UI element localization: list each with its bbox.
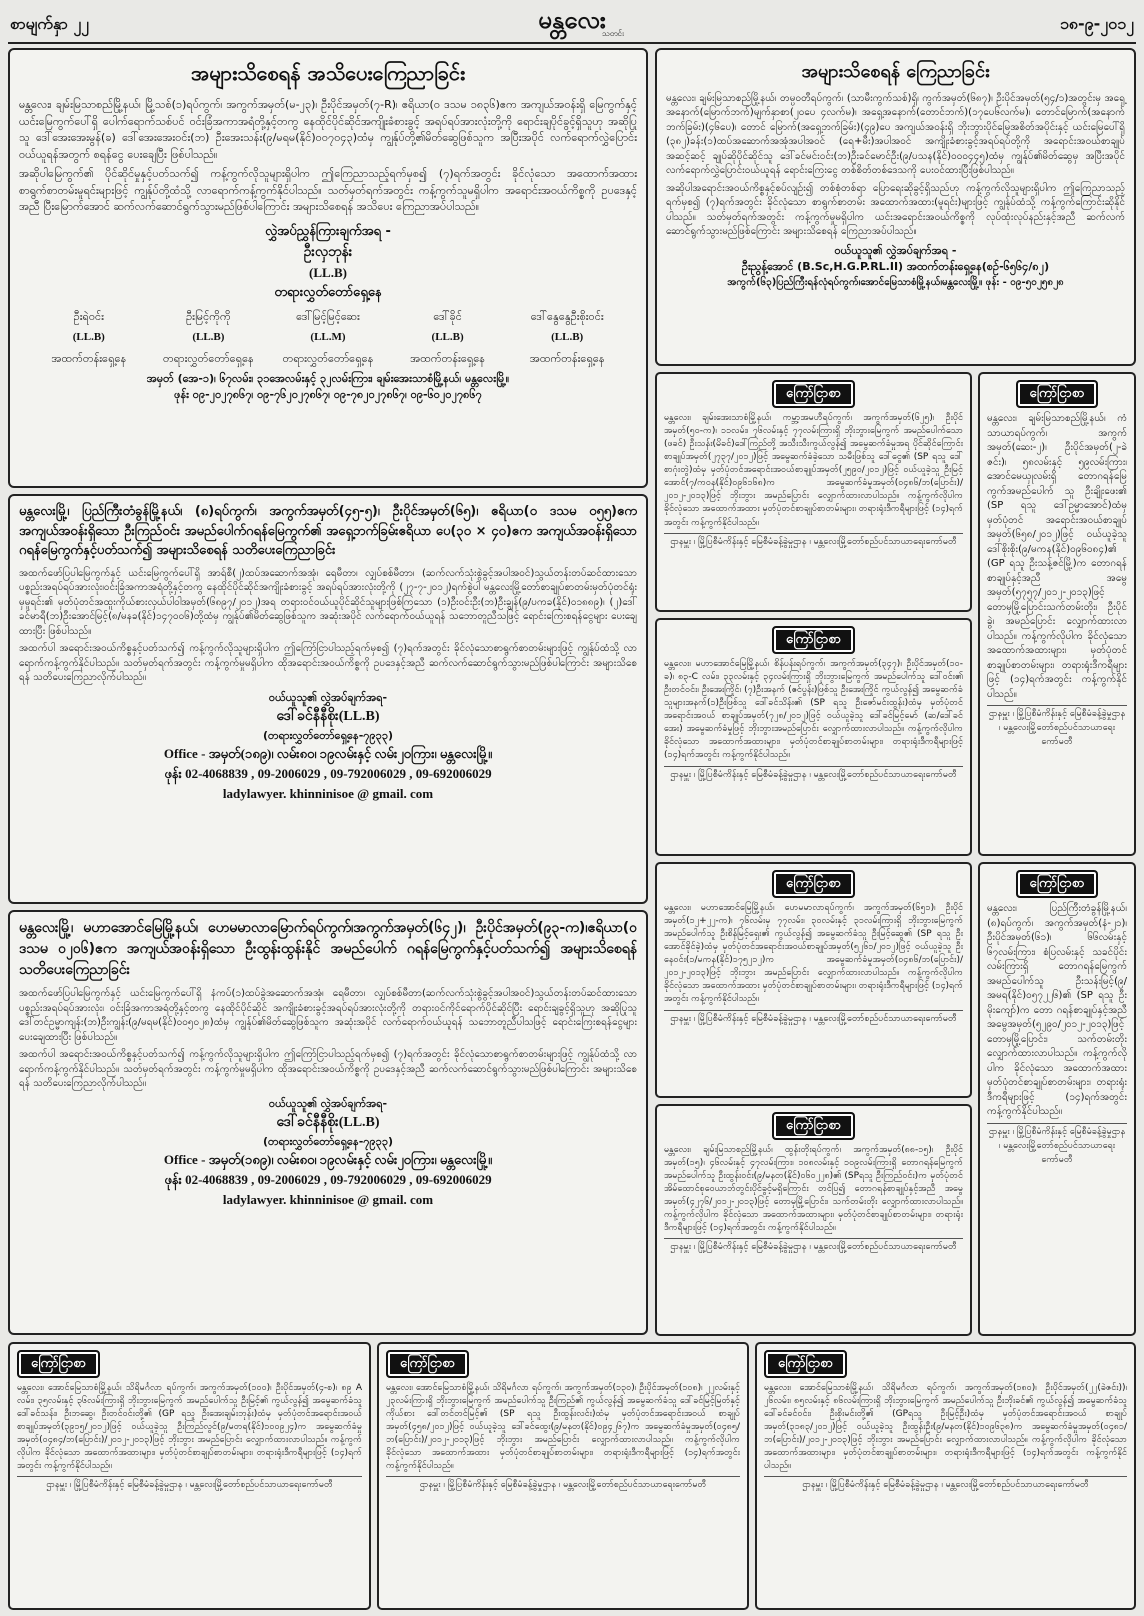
notice-title: အများသိစေရန် ကြေညာခြင်း bbox=[801, 61, 990, 82]
ad-footer: ဌာနမှူး ၊ မြို့ပြစီမံကိန်းနှင့် မြေစီမံခန့်ခွဲမှုဌာန ၊ မန္တလေးမြို့တော်စည်ပင်သာယာရေးကော်မတီ bbox=[386, 1476, 740, 1493]
associate-name: ဦးရဲဝင်း bbox=[73, 309, 104, 323]
classified-ad-1 bbox=[655, 372, 972, 612]
associates-roles bbox=[29, 350, 627, 367]
lawyer-name: ဦးလှဘုန်း bbox=[303, 243, 353, 260]
associate-degree: (LL.M) bbox=[310, 330, 346, 343]
associates-names bbox=[29, 308, 627, 325]
notice-body: အဆိုပါအရောင်းအဝယ်ကိစ္စနှင့်စပ်လျဉ်း၍ တစ်စုံတစ်ရာ ပြောရေးဆိုခွင့်ရှိသည်ဟု ကန့်ကွက်လိုသူများရှိပါက ဤကြေညာသည့်ရက်မှစ၍ (၇)ရက်အတွင်း ခိုင်လုံသော စာရွက်စာတမ်း အထောက်အထား(မူရင်း)များဖြင့် ကျွန်ုပ်ထံသို့ ကန့်ကွက်ကြောင်းဆိုနိုင်ပါသည်။ သတ်မှတ်ရက်အတွင်း ကန့်ကွက်မှုမရှိပါက ယင်းအရောင်းအဝယ်ကိစ္စကို လုပ်ထုံးလုပ်နည်းနှင့်အညီ ဆက်လက်ဆောင်ရွက်သွားမည်ဖြစ်ကြောင်း အများသိစေရန် ကြေညာအပ်ပါသည်။ bbox=[666, 182, 1125, 238]
classified-ad-4 bbox=[655, 862, 972, 1098]
lawyer-name: ဒေါ်ခင်နီနီစိုး(LL.B) bbox=[276, 709, 380, 724]
ad-footer: ဌာနမှူး ၊ မြို့ပြစီမံကိန်းနှင့် မြေစီမံခန့်ခွဲမှုဌာန ၊ မန္တလေးမြို့တော်စည်ပင်သာယာရေးကော်မတီ bbox=[664, 533, 963, 550]
lawyer-signature: ဦးညွန့်အောင် (B.Sc,H.G.P.RL.II) အထက်တန်းရှေ့နေ(စဉ်-၆၅၆၄/၈၂) bbox=[741, 260, 1050, 274]
office-address: Office - အမှတ်(၁၈၉)၊ လမ်း၈၀၊ ၁၉လမ်းနှင့် လမ်း၂၀ကြား၊ မန္တလေးမြို့။ bbox=[163, 1152, 493, 1168]
ad-body: မန္တလေး၊ အောင်မြေသာစံမြို့နယ်၊ သိရိမင်္ဂလာ ရပ်ကွက်၊ အကွက်အမှတ်(၁၀၀)၊ ဦးပိုင်အမှတ်(၄-စ)၊ ၈၉ A လမ်း၊ ၃၅လမ်းနှင့် ၃၆လမ်းကြားရှိ ဘိုးဘွားမြေကွက် အမည်ပေါက်သူ ဦးမြင့်၏ ကွယ်လွန်၍ အမွေဆက်ခံသူ ဒေါ်ခင်သန်း၊ ဦးဘဆွေ၊ ဦးတင်ဝင်းတို့၏ (GP ရသူ ဦးအေးချမ်းဘုန်း)ထံမှ မှတ်ပုံတင်အရောင်းအဝယ် စာချုပ်အမှတ်(၃၉၁၅/၂၀၁၂)ဖြင့် ဝယ်ယူခဲ့သူ ဦးကြည်လွင်(၉/မတရ(နိုင်)၁၀၀၉၂၄)က အမွေဆက်ခံမှုအမှတ်(၀၄၈၄/ဘ(ပြောင်း)/၂၀၁၂-၂၀၁၃)ဖြင့် ဘိုးဘွား အမည်ပြောင်း လျှောက်ထားလာပါသည်။ ကန့်ကွက်လိုပါက ခိုင်လုံသော အထောက်အထားများ၊ မှတ်ပုံတင်စာချုပ်စာတမ်းများ၊ တရားရုံးဒီကရီများဖြင့် (၁၄)ရက်အတွင်း ကန့်ကွက်နိုင်ပါသည်။ bbox=[17, 1383, 362, 1472]
ad-badge: ကြော်ငြာစာ bbox=[764, 1350, 847, 1378]
ad-badge: ကြော်ငြာစာ bbox=[772, 870, 855, 898]
ad-badge: ကြော်ငြာစာ bbox=[1016, 870, 1099, 898]
authorization-line: ဝယ်ယူသူ၏ လွှဲအပ်ချက်အရ - bbox=[834, 243, 957, 257]
phone-numbers: ဖုန်း 02-4068839 , 09-2006029 , 09-792006029 , 09-692006029 bbox=[164, 766, 492, 782]
classified-ad-7 bbox=[8, 1342, 371, 1610]
email-address: ladylawyer. khinninisoe @ gmail. com bbox=[222, 786, 434, 802]
lawyer-role: တရားလွှတ်တော်ရှေ့နေ bbox=[274, 285, 382, 301]
associates-degrees bbox=[29, 329, 627, 346]
associate-name: ဒေါ်နွေနွေဦးစိုးဝင်း bbox=[530, 309, 604, 323]
associate-degree: (LL.B) bbox=[72, 330, 105, 343]
notice-title: မန္တလေးမြို့၊ ပြည်ကြီးတံခွန်မြို့နယ်၊ (၈)ရပ်ကွက်၊ အကွက်အမှတ်(၄၅-၅)၊ ဦးပိုင်အမှတ်(၆၅)၊ ဧရိယာ(၀ ဒသမ ၀၅၅)ဧက အကျယ်အဝန်းရှိသော ဦးကြည်ဝင်း အမည်ပေါက်ဂရန်မြေကွက်၏ အရှေ့ဘက်ခြမ်းဧရိယာ ပေ(၃၀ × ၄၀)ဧက အကျယ်အဝန်းရှိသော ဂရန်မြေကွက်နှင့်ပတ်သက်၍ အများသိစေရန် သတိပေးကြေညာခြင်း bbox=[19, 504, 637, 558]
office-address: အမှတ် (အေ-၁)၊ ၆၇လမ်း၊ ၃၁အေလမ်းနှင့် ၃၂လမ်းကြား၊ ချမ်းအေးသာစံမြို့နယ်၊ မန္တလေးမြို့။ bbox=[146, 371, 510, 385]
authorization-line: ဝယ်ယူသူ၏ လွှဲအပ်ချက်အရ- bbox=[268, 690, 388, 704]
newspaper-logo bbox=[512, 6, 632, 42]
associate-role: တရားလွှတ်တော်ရှေ့နေ bbox=[282, 351, 374, 365]
ad-badge: ကြော်ငြာစာ bbox=[772, 1112, 855, 1140]
notice-body: အထက်ဖော်ပြပါမြေကွက်နှင့် ယင်းမြေကွက်ပေါ်ရှိ နံကပ်(၁)ထပ်ခွဲအဆောက်အအုံ၊ ရေမီတာ၊ လျှပ်စစ်မီတာ(ဆက်လက်သုံးစွဲခွင့်အပါအဝင်)သွယ်တန်းတပ်ဆင်ထားသော ပစ္စည်းအရပ်ရပ်အားလုံး၊ ဝင်းခြံအကာအရံတို့နှင့်တကွ နေထိုင်ပိုင်ဆိုင် အကျိုးခံစားခွင့်အရပ်ရပ်အားလုံးတို့ကို တရားဝင်ကိုင်ရောက်ပိုင်ဆိုင်ပြီး ရောင်းချခွင့်ရှိသူဟု အဆိုပြုသူ ဒေါ်တင်ဥမ္မာကျန်း(ဘ)ဦးကျွန်း(၉/မရမ(နိုင်)၀၀၅၀၂၈)ထံမှ ကျွန်ုပ်၏မိတ်ဆွေဖြစ်သူက အဆုံးအပိုင် လက်ရောက်ဝယ်ယူရန် သဘောတူညီပါသဖြင့် ရောင်းကြေးစရန်ငွေများ ပေးချေထားပြီး ဖြစ်ပါသည်။ bbox=[19, 988, 637, 1043]
ad-footer: ဌာနမှူး ၊ မြို့ပြစီမံကိန်းနှင့် မြေစီမံခန့်ခွဲမှုဌာန ၊ မန္တလေးမြို့တော်စည်ပင်သာယာရေးကော်မတီ bbox=[664, 1010, 963, 1027]
authorization-line: ဝယ်ယူသူ၏ လွှဲအပ်ချက်အရ- bbox=[268, 1096, 388, 1110]
associate-name: ဦးမြင့်ကိုကို bbox=[186, 309, 231, 323]
associate-role: အထက်တန်းရှေ့နေ bbox=[410, 351, 486, 365]
associate-degree: (LL.B) bbox=[192, 330, 225, 343]
lawyer-degree: (LL.B) bbox=[309, 265, 347, 281]
notice-body: မန္တလေး၊ ချမ်းမြသာစည်မြို့နယ်၊ တမ္ပဝတီရပ်ကွက်၊ (သာမီးကွက်သစ်)ရှိ၊ ကွက်အမှတ်(၆၈၇)၊ ဦးပိုင်အမှတ်(၅၄/၁)အတွင်းမှ အရှေ့အနောက်(မြောက်ဘက်)မျက်နှာစာ(၂၀ပေ ၄လက်မ)၊ အရှေ့အနောက်(တောင်ဘက်)(၁၇ပေ၆လက်မ)၊ တောင်မြောက်(အနောက်ဘက်ခြမ်း)(၄၆ပေ)၊ တောင် မြောက်(အရှေ့ဘက်ခြမ်း)(၄၉)ပေ အကျယ်အဝန်းရှိ ဘိုးဘွားပိုင်မြေအစိတ်အပိုင်းနှင့် ယင်းမြေပေါ်ရှိ (၃၈၂)ခန်း(၁)ထပ်အဆောက်အအုံအပါအဝင် (ရေ+မီး)အပါအဝင် အကျိုးခံစားခွင့်အရပ်ရပ်တို့ကို အရောင်းအဝယ်စာချုပ်အဆင့်ဆင့် ချုပ်ဆိုပိုင်ဆိုင်သူ ဒေါ်ခင်မင်းဝင်း(ဘ)ဦးခင်မောင်ဦး(၉/ပသန(နိုင်)၀၀၀၄၄၅)ထံမှ ကျွန်ုပ်၏မိတ်ဆွေမှ အပြီးအပိုင် လက်ရောက်လွှဲပြောင်းဝယ်ယူရန် ရောင်းကြေးငွေ တစ်စိတ်တစ်ဒေသကို ပေးဝင်ထားပြီးဖြစ်ပါသည်။ bbox=[666, 92, 1125, 177]
ad-footer: ဌာနမှူး ၊ မြို့ပြစီမံကိန်းနှင့် မြေစီမံခန့်ခွဲမှုဌာန ၊ မန္တလေးမြို့တော်စည်ပင်သာယာရေးကော်မတီ bbox=[664, 766, 963, 783]
lawyer-role: (တရားလွှတ်တော်ရှေ့နေ-၇၉၃၃) bbox=[262, 1134, 394, 1148]
issue-date: ၁၈-၉-၂၀၁၂ bbox=[1059, 14, 1134, 33]
page-number: စာမျက်နှာ ၂၂ bbox=[10, 14, 90, 33]
classified-ad-6 bbox=[655, 1104, 972, 1336]
ad-footer: ဌာနမှူး ၊ မြို့ပြစီမံကိန်းနှင့် မြေစီမံခန့်ခွဲမှုဌာန ၊ မန္တလေးမြို့တော်စည်ပင်သာယာရေးကော်မတီ bbox=[987, 1123, 1127, 1168]
ad-body: မန္တလေး၊ ပြည်ကြီးတံခွန်မြို့နယ်၊ (၈)ရပ်ကွက်၊ အကွက်အမှတ်(နံ-၂၁)၊ ဦးပိုင်အမှတ်(၆၁)၊ ၆၆လမ်းနှင့် ၆၇လမ်းကြား၊ စံပြလမ်းနှင့် သခင်ပိုင်းလမ်းကြားရှိ တောဂရန်မြေကွက် အမည်ပေါက်သူ ဦးသန်းမြင့်(၉/အမရ(နိုင်)၀၅၇၂၂၆)၏ (SP ရသူ ဦးမိုးကျော်)က တော ဂရန်စာချုပ်နှင့်အညီ အမွေအမှတ်(၅၂၉၀/၂၀၁၂-၂၀၁၃)ဖြင့် တောမှမြို့ပြောင်း၊ သက်တမ်းတိုး လျှောက်ထားလာပါသည်။ ကန့်ကွက်လိုပါက ခိုင်လုံသော အထောက်အထား မှတ်ပုံတင်စာချုပ်စာတမ်းများ၊ တရားရုံးဒီကရီများဖြင့် (၁၄)ရက်အတွင်း ကန့်ကွက်နိုင်ပါသည်။ bbox=[987, 903, 1127, 1118]
notice-body: အထက်ပါ အရောင်းအဝယ်ကိစ္စနှင့်ပတ်သက်၍ ကန့်ကွက်လိုသူများရှိပါက ဤကြော်ငြာပါသည့်ရက်မှစ၍ (၇)ရက်အတွင်း ခိုင်လုံသောစာရွက်စာတမ်းများဖြင့် ကျွန်ုပ်ထံသို့ လာရောက်ကန့်ကွက်နိုင်ပါသည်။ သတ်မှတ်ရက်အတွင်း ကန့်ကွက်မှုမရှိပါက ထိုအရောင်းအဝယ်ကိစ္စကို ဥပဒေနှင့်အညီ ဆက်လက်ဆောင်ရွက်သွားမည်ဖြစ်ပါကြောင်း အများသိစေရန် သတိပေးကြေညာလိုက်ပါသည်။ bbox=[19, 1049, 637, 1089]
notice-body: အထက်ဖော်ပြပါမြေကွက်နှင့် ယင်းမြေကွက်ပေါ်ရှိ အာရ်စီ(၂)ထပ်အဆောက်အအုံ၊ ရေမီတာ၊ လျှပ်စစ်မီတာ၊ (ဆက်လက်သုံးစွဲခွင့်အပါအဝင်)သွယ်တန်းတပ်ဆင်ထားသော ပစ္စည်းအရပ်ရပ်အားလုံး၊ဝင်းခြံအကာအရံတို့နှင့်တကွ နေထိုင်ပိုင်ဆိုင်အကျိုးခံစားခွင့် အရပ်ရပ်အားလုံးတို့ကို (၂၇-၇-၂၀၁၂)ရက်စွဲပါ မန္တလေးမြို့တော်စာချုပ်စာတမ်းမှတ်ပုံတင်ရုံးမှမူရင်း၏ မှတ်ပုံတင်အထူးကိုယ်စားလှယ်ပါဝါအမှတ်(၆၈၉၇/၂၀၁၂)အရ တရားဝင်ဝယ်ယူပိုင်ဆိုင်သူများဖြစ်ကြသော (၁)ဦးဝင်းဦး(ဘ)ဦးချွန်(၉/ပကခ(နိုင်)၀၁၈၈၉)၊ (၂)ဒေါ်ခင်မာရီ(ဘ)ဦးအောင်မြင့်(၈/မနခ(နိုင်)၁၄၇၀၀၆)တို့ထံမှ ကျွန်ုပ်၏မိတ်ဆွေဖြစ်သူက အဆုံးအပိုင် လက်ရောက်ဝယ်ယူရန် သဘောတူညီသဖြင့် ရောင်းကြေးစရန်ငွေများ ပေးချေထားပြီး ဖြစ်ပါသည်။ bbox=[19, 567, 637, 637]
notice-body: အထက်ပါ အရောင်းအဝယ်ကိစ္စနှင့်ပတ်သက်၍ ကန့်ကွက်လိုသူများရှိပါက ဤကြော်ငြာပါသည့်ရက်မှစ၍ (၇)ရက်အတွင်း ခိုင်လုံသောစာရွက်စာတမ်းများဖြင့် ကျွန်ုပ်ထံသို့ လာရောက်ကန့်ကွက်နိုင်ပါသည်။ သတ်မှတ်ရက်အတွင်း ကန့်ကွက်မှုမရှိပါက ထိုအရောင်းအဝယ်ကိစ္စကို ဥပဒေနှင့်အညီ ဆက်လက်ဆောင်ရွက်သွားမည်ဖြစ်ပါကြောင်း အများသိစေရန် သတိပေးကြေညာလိုက်ပါသည်။ bbox=[19, 643, 637, 683]
classified-ad-2 bbox=[978, 372, 1136, 856]
lawyer-role: (တရားလွှတ်တော်ရှေ့နေ-၇၉၃၃) bbox=[262, 728, 394, 742]
associate-name: ဒေါ်မြင့်မြင့်ဆေး bbox=[296, 309, 360, 323]
ad-badge: ကြော်ငြာစာ bbox=[1016, 380, 1099, 408]
logo-subtext: သတင်း bbox=[602, 29, 624, 38]
phone-numbers: ဖုန်း ၀၉-၂၀၂၇၈၆၇၊ ၀၉-၇၆၂၀၂၇၈၆၇၊ ၀၉-၇၈၂၀၂၇၈၆၇၊ ၀၉-၆၀၂၀၂၇၈၆၇ bbox=[174, 388, 482, 402]
ad-footer: ဌာနမှူး ၊ မြို့ပြစီမံကိန်းနှင့် မြေစီမံခန့်ခွဲမှုဌာန ၊ မန္တလေးမြို့တော်စည်ပင်သာယာရေးကော်မတီ bbox=[664, 1238, 963, 1255]
classified-ad-5 bbox=[978, 862, 1136, 1336]
ad-footer: ဌာနမှူး ၊ မြို့ပြစီမံကိန်းနှင့် မြေစီမံခန့်ခွဲမှုဌာန ၊ မန္တလေးမြို့တော်စည်ပင်သာယာရေးကော်မတီ bbox=[764, 1476, 1127, 1493]
ad-body: မန္တလေး၊ မဟာအောင်မြေမြို့နယ်၊ စိန်ပန်းရပ်ကွက်၊ အကွက်အမှတ်(၃၄၇)၊ ဦးပိုင်အမှတ်(၁၀-ခ)၊ ၈၃-C လမ်း၊ ၃၃လမ်းနှင့် ၃၄လမ်းကြားရှိ ဘိုးဘွားမြေကွက် အမည်ပေါက်သူ ဒေါ်ဝင်း၏ ဦးတင်ဝင်း၊ ဦးအေးကြိုင်၊ (၇)ဦးအနက် (ဧင်ပွန်း)ဖြစ်သူ ဦးအေးကြိုင် ကွယ်လွန်၍ အမွေဆက်ခံသူများအနက်(၁)ဦးဖြစ်သူ ဒေါ်ခင်သိန်း၏ (SP ရသူ ဦးဇော်မင်းထွန်း)ထံမှ မှတ်ပုံတင်အရောင်းအဝယ် စာချုပ်အမှတ်(၇၂၈/၂၀၁၂)ဖြင့် ဝယ်ယူခဲ့သူ ဒေါ်ခင်မြင့်မော် (ဆ/ဒေါ်ခင်အေး) အမွေဆက်ခံမှုဖြင့် ဘိုးဘွားအမည်ပြောင်း လျှောက်ထားလာပါသည်။ ကန့်ကွက်လိုပါက ခိုင်လုံသော အထောက်အထားများ၊ မှတ်ပုံတင်စာချုပ်စာတမ်းများ၊ တရားရုံးဒီကရီများဖြင့် (၁၄)ရက်အတွင်း ကန့်ကွက်နိုင်ပါသည်။ bbox=[664, 659, 963, 761]
ad-body: မန္တလေး၊ ချမ်းမြသာစည်မြို့နယ်၊ ကံသာယာရပ်ကွက်၊ အကွက်အမှတ်(ဆေး-၂)၊ ဦးပိုင်အမှတ်(၂-ခဲဇင်း)၊ ၅၈လမ်းနှင့် ၅၉လမ်းကြား၊ အောင်မေယှုလမ်းရှိ တောဂရန်မြေကွက်အမည်ပေါက် သူ ဦးချိုးဖေး၏ (SP ရသူ ဒေါ်ဥမ္မာအောင်)ထံမှ မှတ်ပုံတင် အရောင်းအဝယ်စာချုပ်အမှတ်(၆၅၈/၂၀၁၂)ဖြင့် ဝယ်ယူခဲ့သူ ဒေါ်စိုးစိုး(၉/မကန(နိုင်)၀၉၆၀၈၄)၏ (GP ရသူ ဦးသန့်ဇင်မြို့)က တောဂရန်စာချုပ်နှင့်အညီ အမွေအမှတ်(၅၇၅၇/၂၀၁၂-၂၀၁၃)ဖြင့် တောမှမြို့ပြောင်းသက်တမ်းတိုး၊ ဦးပိုင်ခွဲ၊ အမည်ပြောင်း လျှောက်ထားလာပါသည်။ ကန့်ကွက်လိုပါက ခိုင်လုံသော အထောက်အထားများ၊ မှတ်ပုံတင်စာချုပ်စာတမ်းများ၊ တရားရုံးဒီကရီများဖြင့် (၁၄)ရက်အတွင်း ကန့်ကွက်နိုင်ပါသည်။ bbox=[987, 413, 1127, 700]
associate-role: အထက်တန်းရှေ့နေ bbox=[529, 351, 605, 365]
email-address: ladylawyer. khinninisoe @ gmail. com bbox=[222, 1192, 434, 1208]
ad-footer: ဌာနမှူး ၊ မြို့ပြစီမံကိန်းနှင့် မြေစီမံခန့်ခွဲမှုဌာန ၊ မန္တလေးမြို့တော်စည်ပင်သာယာရေးကော်မတီ bbox=[987, 705, 1127, 750]
ad-body: မန္တလေး၊ အောင်မြေသာစံမြို့နယ်၊ သိရိမင်္ဂလာ ရပ်ကွက်၊ အကွက်အမှတ်(၁၃၀)၊ ဦးပိုင်အမှတ်(၁၀၈)၊ ၂၂လမ်းနှင့် ၂၃လမ်းကြားရှိ ဘိုးဘွားမြေကွက် အမည်ပေါက်သူ ဦးကြည်၏ ကွယ်လွန်၍ အမွေဆက်ခံသူ ဒေါ်ခင်မြင့်မြတ်နှင့် ကိုယ်စား ဒေါ်တင်တင်မြင့်၏ (SP ရသူ ဦးထွန်းလင်း)ထံမှ မှတ်ပုံတင်အရောင်းအဝယ် စာချုပ်အမှတ်(၄၅၈/၂၀၁၂)ဖြင့် ဝယ်ယူခဲ့သူ ဒေါ်ခင်ထွေး(၉/မနတ(နိုင်)၀၉၄၂၆၇)က အမွေဆက်ခံမှုအမှတ်(၀၄၈၅/ဘ(ပြောင်း)/၂၀၁၂-၂၀၁၃)ဖြင့် ဘိုးဘွား အမည်ပြောင်း လျှောက်ထားလာပါသည်။ ကန့်ကွက်လိုပါက ခိုင်လုံသော အထောက်အထား မှတ်ပုံတင်စာချုပ်စာတမ်းများ၊ တရားရုံးဒီကရီများဖြင့် (၁၄)ရက်အတွင်း ကန့်ကွက်နိုင်ပါသည်။ bbox=[386, 1383, 740, 1472]
notice-body: မန္တလေး၊ ချမ်းမြသာစည်မြို့နယ်၊ မြို့သစ်(၁)ရပ်ကွက်၊ အကွက်အမှတ်(မ-၂၃)၊ ဦးပိုင်အမှတ်(၇-R)၊ ဧရိယာ(၀ ဒသမ ၁၈၃၆)ဧက အကျယ်အဝန်းရှိ မြေကွက်နှင့် ယင်းမြေကွက်ပေါ်ရှိ ပေါက်ရောက်သစ်ပင် ဝင်းခြံအကာအရံတို့နှင့်တကွ နေထိုင်ပိုင်ဆိုင်အကျိုးခံစားခွင့် အရပ်ရပ်အားလုံးတို့ကို ရောင်းချပိုင်ခွင့်ရှိသူဟု အဆိုပြုသူ ဒေါ်အေးအေးမွန်(ခ) ဒေါ်အေးအေးဝင်း(ဘ) ဦးအေးသန်း(၉/မရမ(နိုင်)၀၀၇၀၄၃)ထံမှ ကျွန်ုပ်တို့၏မိတ်ဆွေဖြစ်သူက အပြီးအပိုင် လက်ရောက်လွှဲပြောင်း ဝယ်ယူရန်အတွက် စရန်ငွေ ပေးချေပြီး ဖြစ်ပါသည်။ bbox=[19, 98, 637, 161]
ad-badge: ကြော်ငြာစာ bbox=[772, 626, 855, 654]
masthead bbox=[8, 6, 1136, 44]
ad-body: မန္တလေး၊ ချမ်းမြသာစည်မြို့နယ်၊ ထွန်းတိုးရပ်ကွက်၊ အကွက်အမှတ်(၈၈-၁၅)၊ ဦးပိုင်အမှတ်(၁၅)၊ ၄၆လမ်းနှင့် ၄၇လမ်းကြား၊ ၁၀၈လမ်းနှင့် ၁၀၉လမ်းကြားရှိ တောဂရန်မြေကွက်အမည်ပေါက်သူ ဦးထွန်းဝင်း(၉/မနတ(နိုင်)၀၆၀၂၂၈)၏ (SPရသူ ဦးကြည်ဝင်း)က မှတ်ပုံတင် အိမ်ထောင်စုဝေယာဘ်တွင်းပိုင်ခွင့်မရှိကြောင်း တင်ပြ၍ တောဂရန်စာချုပ်နှင့်အညီ အမွေအမှတ်(၄၂၇၆/၂၀၁၂-၂၀၁၃)ဖြင့် တောမှမြို့ပြောင်း၊ သက်တမ်းတိုး လျှောက်ထားလာပါသည်။ ကန့်ကွက်လိုပါက ခိုင်လုံသော အထောက်အထားများ၊ မှတ်ပုံတင်စာချုပ်စာတမ်းများ၊ တရားရုံးဒီကရီများဖြင့် (၁၄)ရက်အတွင်း ကန့်ကွက်နိုင်ပါသည်။ bbox=[664, 1145, 963, 1234]
logo-text: မန္တလေး bbox=[538, 5, 606, 34]
classified-ad-8 bbox=[377, 1342, 749, 1610]
classified-ad-9 bbox=[755, 1342, 1136, 1610]
authorization-line: လွှဲအပ်ညွှန်ကြားချက်အရ - bbox=[265, 223, 391, 239]
associate-role: တရားလွှတ်တော်ရှေ့နေ bbox=[163, 351, 254, 365]
ad-body: မန္တလေး၊ ချမ်းအေးသာစံမြို့နယ်၊ ကမ္ဘာ့အမဟီရပ်ကွက်၊ အကွက်အမှတ်(၆၂၅)၊ ဦးပိုင်အမှတ်(၅၀-က)၊ ၁၁လမ်း၊ ၇၆လမ်းနှင့် ၇၇လမ်းကြားရှိ ဘိုးဘွားမြေကွက် အမည်ပေါက်သော (ဖခင်) ဦးသန်း(မိခင်)ဒေါ်ကြည်တို့ အသီးသီးကွယ်လွန်၍ အမွေဆက်ခံမှုအရ ပိုင်ဆိုင်ကြောင်း စာချုပ်အမှတ်(၂၇၃၇/၂၀၁၂)ဖြင့် အမွေဆက်ခံခဲ့သော သမီးဖြစ်သူ ဒေါ်ငွေ၏ (SP ရသူ ဒေါ်စာဂုံးတွဲ)ထံမှ မှတ်ပုံတင်အရောင်းအဝယ်စာချုပ်အမှတ်(၂၅၉၀/၂၀၁၂)ဖြင့် ဝယ်ယူခဲ့သူ ဦးမြင့်အောင်(၇/ကဝန(နိုင်)၀၉၆၁၆၈)က အမွေဆက်ခံမှုအမှတ်(၀၄၈၆/ဘ(ပြောင်း)/၂၀၁၂-၂၀၁၃)ဖြင့် ဘိုးဘွား အမည်ပြောင်း လျှောက်ထားလာပါသည်။ ကန့်ကွက်လိုပါက ခိုင်လုံသော အထောက်အထား မှတ်ပုံတင်စာချုပ်စာတမ်းများ၊ တရားရုံးဒီကရီများဖြင့် (၁၄)ရက်အတွင်း ကန့်ကွက်နိုင်ပါသည်။ bbox=[664, 413, 963, 528]
lawyer-name: ဒေါ်ခင်နီနီစိုး(LL.B) bbox=[276, 1115, 380, 1130]
notice-title: မန္တလေးမြို့၊ မဟာအောင်မြေမြို့နယ်၊ ဟေမမာလာမြောက်ရပ်ကွက်၊အကွက်အမှတ်(၆၄၂)၊ ဦးပိုင်အမှတ်(၉၃-က)၊ဧရိယာ(၀ ဒသမ ၀၂၀၆)ဧက အကျယ်အဝန်းရှိသော ဦးထွန်းထွန်းနိုင် အမည်ပေါက် ဂရန်မြေကွက်နှင့်ပတ်သက်၍ အများသိစေရန် သတိပေးကြေညာခြင်း bbox=[19, 920, 637, 978]
associate-degree: (LL.B) bbox=[551, 330, 584, 343]
ad-body: မန္တလေး၊ အောင်မြေသာစံမြို့နယ်၊ သိရိမင်္ဂလာ ရပ်ကွက်၊ အကွက်အမှတ်(၁၈၀)၊ ဦးပိုင်အမှတ်(၂၂(ခဲဇင်း))၊ ၂၆လမ်း၊ ၈၅လမ်းနှင့် ၈၆လမ်းကြားရှိ ဘိုးဘွားမြေကွက် အမည်ပေါက်သူ ဦးဘိုးခင်၏ ကွယ်လွန်၍ အမွေဆက်ခံသူ ဒေါ်ခင်ခင်ဝင်း၊ ဦးစိုးမင်းတို့၏ (GPရသူ ဦးမြင့်ဦး)ထံမှ မှတ်ပုံတင်အရောင်းအဝယ် စာချုပ်အမှတ်(၃၁၈၃/၂၀၁၂)ဖြင့် ဝယ်ယူခဲ့သူ ဦးထွန်းဦး(၉/မနတ(နိုင်)၁၀၉၆၃၈)က အမွေဆက်ခံမှုအမှတ်(၀၄၈၁/ဘ(ပြောင်း)/၂၀၁၂-၂၀၁၃)ဖြင့် ဘိုးဘွား အမည်ပြောင်း လျှောက်ထားလာပါသည်။ ကန့်ကွက်လိုပါက ခိုင်လုံသော အထောက်အထားများ၊ မှတ်ပုံတင်စာချုပ်စာတမ်းများ၊ တရားရုံးဒီကရီများဖြင့် (၁၄)ရက်အတွင်း ကန့်ကွက်နိုင်ပါသည်။ bbox=[764, 1383, 1127, 1472]
classified-ad-3 bbox=[655, 618, 972, 856]
associate-name: ဒေါ်ခိုင် bbox=[433, 309, 462, 323]
public-notice-4 bbox=[8, 910, 648, 1335]
associate-degree: (LL.B) bbox=[431, 330, 464, 343]
office-address: Office - အမှတ်(၁၈၉)၊ လမ်း၈၀၊ ၁၉လမ်းနှင့် လမ်း၂၀ကြား၊ မန္တလေးမြို့။ bbox=[163, 746, 493, 762]
public-notice-3 bbox=[8, 494, 648, 904]
notice-body: အဆိုပါမြေကွက်၏ ပိုင်ဆိုင်မှုနှင့်ပတ်သက်၍ ကန့်ကွက်လိုသူများရှိပါက ဤကြေညာသည့်ရက်မှစ၍ (၇)ရက်အတွင်း ခိုင်လုံသော အထောက်အထား စာရွက်စာတမ်းမူရင်းများဖြင့် ကျွန်ုပ်တို့ထံသို့ လာရောက်ကန့်ကွက်နိုင်ပါသည်။ သတ်မှတ်ရက်အတွင်း ကန့်ကွက်သူမရှိပါက အရောင်းအဝယ်ကိစ္စကို ဥပဒေနှင့်အညီ ပြီးမြောက်အောင် ဆက်လက်ဆောင်ရွက်သွားမည်ဖြစ်ပါကြောင်း အများသိစေရန် အသိပေး ကြေညာအပ်ပါသည်။ bbox=[19, 167, 637, 213]
ad-body: မန္တလေး၊ မဟာအောင်မြေမြို့နယ်၊ ဟေမမာလာရပ်ကွက်၊ အကွက်အမှတ်(၆၅၁)၊ ဦးပိုင်အမှတ်(၁၂+၂၂-က)၊ ၇၆လမ်းမှ ၇၇လမ်း၊ ၃၀လမ်းနှင့် ၃၁လမ်းကြားရှိ ဘိုးဘွားမြေကွက် အမည်ပေါက်သူ ဦးစိန်မြင့်ရှေး၏ ကွယ်လွန်၍ အမွေဆက်ခံသူ ဦးမြင့်ဆွေ၏ (SP ရသူ ဦးအောင်ခိုင်ခဲ့)ထံမှ မှတ်ပုံတင်အရောင်းအဝယ်စာချုပ်အမှတ်(၅၂၆၁/၂၀၁၂)ဖြင့် ဝယ်ယူခဲ့သူ ဦးနေဝင်း(၁/မကန(နိုင်)၁၇၅၂၁၂)က အမွေဆက်ခံမှုအမှတ်(၀၄၈၆/ဘ(ပြောင်း)/၂၀၁၂-၂၀၁၃)ဖြင့် ဘိုးဘွား အမည်ပြောင်း လျှောက်ထားလာပါသည်။ ကန့်ကွက်လိုပါက ခိုင်လုံသော အထောက်အထား မှတ်ပုံတင်စာချုပ်စာတမ်းများ၊ တရားရုံးဒီကရီများဖြင့် (၁၄)ရက်အတွင်း ကန့်ကွက်နိုင်ပါသည်။ bbox=[664, 903, 963, 1005]
ad-footer: ဌာနမှူး ၊ မြို့ပြစီမံကိန်းနှင့် မြေစီမံခန့်ခွဲမှုဌာန ၊ မန္တလေးမြို့တော်စည်ပင်သာယာရေးကော်မတီ bbox=[17, 1476, 362, 1493]
phone-numbers: ဖုန်း 02-4068839 , 09-2006029 , 09-792006029 , 09-692006029 bbox=[164, 1172, 492, 1188]
ad-badge: ကြော်ငြာစာ bbox=[386, 1350, 469, 1378]
ad-badge: ကြော်ငြာစာ bbox=[17, 1350, 100, 1378]
notice-title: အများသိစေရန် အသိပေးကြေညာခြင်း bbox=[190, 61, 466, 85]
public-notice-2 bbox=[655, 48, 1136, 366]
ad-badge: ကြော်ငြာစာ bbox=[772, 380, 855, 408]
associate-role: အထက်တန်းရှေ့နေ bbox=[51, 351, 127, 365]
office-address: အကွက်(၆၃)ပြည်ကြီးရန်လုံရပ်ကွက်၊အောင်မြေသာစံမြို့နယ်၊မန္တလေးမြို့။ ဖုန်း - ၀၉-၅၀၂၅၈၂၈ bbox=[727, 276, 1064, 288]
public-notice-1 bbox=[8, 48, 648, 488]
